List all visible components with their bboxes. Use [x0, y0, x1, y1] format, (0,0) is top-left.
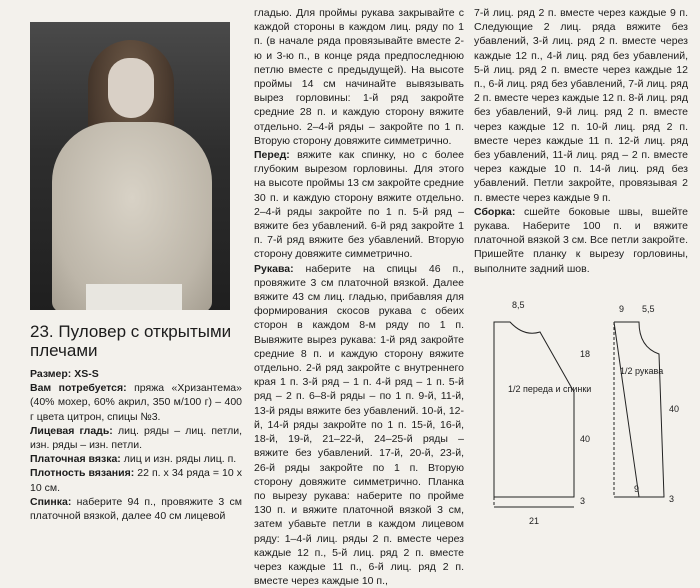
back-text: наберите 94 п., провяжите 3 см платочной вязкой, далее 40 см лицевой	[30, 495, 243, 523]
body-dim-top: 8,5	[512, 300, 525, 310]
need-paragraph	[30, 381, 242, 424]
sleeve-continued: 7-й лиц. ряд 2 п. вместе через каждые 9 п. Следующие 2 лиц. ряда вяжите без убавлений, 3-й лиц. ряд 2 п. вместе через каждые 12 п., 4-й лиц. ряд без убавлений, 5-й лиц. ряд 2 п. вместе через каждые 12 п., 6-й лиц. ряд без убавлений, 7-й лиц. ряд 2 п. вместе через каждые 12 п. 8-й лиц. ряд без убавлений, 9-й лиц. ряд 2 п. вместе через каждые 12 п. 10-й лиц. ряд 2 п. вместе через каждые 11 п. 12-й лиц. ряд без убавлений, 11-й лиц. ряд – 2 п. вместе через каждые 10 п. 14-й лиц. ряд без убавлений. Петли закройте, провязывая 2 п. вместе через каждые 9 п.	[474, 7, 688, 204]
photo-face	[108, 58, 154, 118]
body-dim-length: 40	[580, 434, 591, 444]
photo-sweater	[52, 122, 212, 310]
body-pattern	[494, 322, 574, 507]
model-photo	[30, 22, 230, 310]
sleeve-dim-top: 9	[619, 304, 625, 314]
sleeve-label: Рукава:	[254, 262, 294, 275]
pattern-svg	[474, 292, 694, 552]
back-paragraph	[30, 495, 242, 523]
sleeve-dim-cap: 5,5	[642, 304, 655, 314]
gauge-label: Плотность вязания:	[30, 467, 135, 480]
front-text: вяжите как спинку, но с более глубоким вырезом горловины. Для этого на высоте проймы 13 см закройте средние 30 п. и каждую сторону вяжите отдельно. 2–4-й ряды закройте по 1 п. 5-й ряд – вяжите без убавлений. 6-й ряд закройте 1 п. 7-й ряд вяжите без убавлений. Вторую сторону довяжите симметрично.	[254, 149, 465, 261]
front-paragraph	[254, 148, 464, 262]
article-title	[30, 322, 244, 360]
sleeve-text: наберите на спицы 46 п., провяжите 3 см платочной вязкой. Далее вяжите 43 см лиц. гладью, прибавляя для формирования скосов рукава с обеих сторон в каждом 8-м ряду по 1 п. Вывяжите вырез рукава: 1-й ряд закройте средние 8 п. и каждую сторону вяжите отдельно. 2-й ряд закройте с внутреннего края 1 п. 3-й ряд – 1 п. 4-й ряд – 1 п. 5-й ряд – 2 п. 6–8-й ряды – по 1 п. 9-й, 11-й, 13-й ряды вяжите без убавлений. 10-й, 12-й, 14-й ряды закройте по 1 п. 15-й, 16-й, 18-й, 19-й, 21–22-й, 24–25-й ряды – вяжите без убавлений. 17-й, 20-й, 23-й, 26-й ряды закройте по 1 п. Вторую сторону довяжите симметрично. Планка по вырезу рукава: наберите по пройме 130 п. и вяжите платочной вязкой 3 см, затем убавьте петли в каждом лицевом ряду: 1–4-й лиц. ряды 2 п. вместе через каждые 12 п., 5-й лиц. ряд 2 п. вместе через каждые 11 п., 6-й лиц. ряд 2 п. вместе через каждые 10 п.,	[254, 262, 464, 588]
article-title-text: Пуловер с открытыми плечами	[30, 322, 232, 360]
article-number: 23.	[30, 322, 54, 341]
assembly-paragraph	[474, 205, 688, 276]
column-3	[474, 6, 688, 276]
column-1-text	[30, 367, 242, 523]
stock-paragraph	[30, 424, 242, 452]
garter-paragraph	[30, 452, 242, 466]
garter-label: Платочная вязка:	[30, 453, 121, 466]
stock-label: Лицевая гладь:	[30, 424, 113, 437]
pattern-diagram	[474, 292, 694, 552]
back-continued: гладью. Для проймы рукава закрывайте с каждой стороны в каждом лиц. ряду по 1 п. (в начале ряда провязывайте вместе 2-ю и 3-ю п., в конце ряда предпоследнюю петлю вместе с предыдущей). На высоте проймы 14 см начинайте вывязывать вырез горловины: 1-й ряд закройте средние 28 п. и каждую сторону вяжите отдельно. 2–4-й ряды – закройте по 1 п. Вторую сторону довяжите симметрично.	[254, 7, 464, 147]
need-text: пряжа «Хризантема» (40% мохер, 60% акрил, 350 м/100 г) – 400 г цвета цитрон, спицы №3.	[30, 382, 242, 423]
front-label: Перед:	[254, 149, 290, 162]
size-label: Размер:	[30, 368, 72, 380]
sleeve-dim-length: 40	[669, 404, 680, 414]
stock-text: лиц. ряды – лиц. петли, изн. ряды – изн. петли.	[30, 424, 242, 452]
sleeve-dim-hem: 3	[669, 494, 675, 504]
body-label: 1/2 переда и спинки	[508, 384, 592, 394]
photo-skirt	[86, 284, 182, 310]
assembly-label: Сборка:	[474, 205, 516, 218]
size-value: XS-S	[74, 368, 99, 380]
body-dim-hem: 3	[580, 496, 586, 506]
sleeve-pattern	[614, 322, 664, 497]
column-2	[254, 6, 464, 588]
body-dim-armhole: 18	[580, 349, 591, 359]
sleeve-label: 1/2 рукава	[620, 366, 664, 376]
gauge-text: 22 п. х 34 ряда = 10 х 10 см.	[30, 467, 242, 494]
back-label: Спинка:	[30, 495, 72, 508]
garter-text: лиц и изн. ряды лиц. п.	[123, 453, 237, 466]
body-dim-width: 21	[529, 516, 540, 526]
need-label: Вам потребуется:	[30, 382, 127, 395]
size-paragraph	[30, 367, 242, 381]
assembly-text: сшейте боковые швы, вшейте рукава. Наберите 100 п. и вяжите платочной вязкой 3 см. Все петли закройте. Пришейте планку к вырезу горловины, выполните задний шов.	[474, 205, 689, 275]
gauge-paragraph	[30, 466, 242, 494]
sleeve-paragraph	[254, 262, 464, 588]
sleeve-dim-width: 9	[634, 484, 640, 494]
